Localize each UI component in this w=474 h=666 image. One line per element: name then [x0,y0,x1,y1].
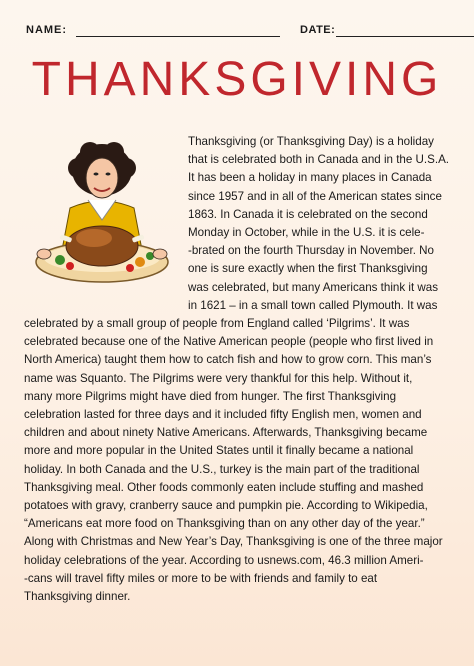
paragraph-line: holiday. In both Canada and the U.S., turkey is the main part of the traditional [24,462,420,476]
paragraph-line: North America) taught them how to catch fish and how to grow corn. This man’s [24,353,432,367]
pilgrim-woman-with-turkey-icon [30,140,180,300]
paragraph-line: more and more popular in the United States until it finally became a national [24,444,414,458]
paragraph-line: Thanksgiving meal. Other foods commonly eaten include stuffing and mashed [24,480,424,494]
paragraph-line: was celebrated, but many Americans think it was [188,280,439,294]
date-blank-line[interactable] [336,36,474,37]
paragraph-line: -cans will travel fifty miles or more to be with friends and family to eat [24,571,378,585]
paragraph-line: potatoes with gravy, cranberry sauce and pumpkin pie. According to Wikipedia, [24,499,428,512]
page-title: THANKSGIVING [31,53,443,106]
date-label: DATE: [300,24,336,36]
paragraph-line: -brated on the fourth Thursday in November. No [188,244,434,258]
paragraph-line: celebration lasted for three days and it included fifty English men, women and [24,408,422,421]
paragraph-line: that is celebrated both in Canada and in the U.S.A. [188,153,450,167]
paragraph-line: 1863. In Canada it is celebrated on the second [188,207,428,221]
paragraph-line: many more Pilgrims might have died from hunger. The first Thanksgiving [24,389,397,403]
paragraph-line: in 1621 – in a small town called Plymouth. It was [188,298,438,312]
paragraph-line: Thanksgiving (or Thanksgiving Day) is a holiday [188,135,434,148]
paragraph-line: children and about ninety Native Americans. Afterwards, Thanksgiving became [24,426,428,440]
paragraph-line: name was Squanto. The Pilgrims were very thankful for this help. Without it, [24,371,413,385]
paragraph-line: one is sure exactly when the first Thanksgiving [188,262,428,276]
paragraph-line: It has been a holiday in many places in Canada [188,171,432,185]
paragraph-line: celebrated by a small group of people from England called ‘Pilgrims’. It was [24,317,410,330]
name-label: NAME: [26,24,68,36]
name-blank-line[interactable] [76,36,280,37]
paragraph-line: Monday in October, while in the U.S. it is cele- [188,226,425,239]
paragraph-line: Along with Christmas and New Year’s Day, Thanksgiving is one of the three major [24,535,443,549]
paragraph-line: celebrated because one of the Native American people (people who first lived in [24,335,434,349]
worksheet-header [26,23,456,39]
paragraph-line: since 1957 and in all of the American states since [188,189,442,203]
paragraph-line: “Americans eat more food on Thanksgiving than on any other day of the year.” [24,517,425,531]
paragraph-line: Thanksgiving dinner. [24,590,131,603]
paragraph-line: holiday celebrations of the year. According to usnews.com, 46.3 million Ameri- [24,553,424,567]
